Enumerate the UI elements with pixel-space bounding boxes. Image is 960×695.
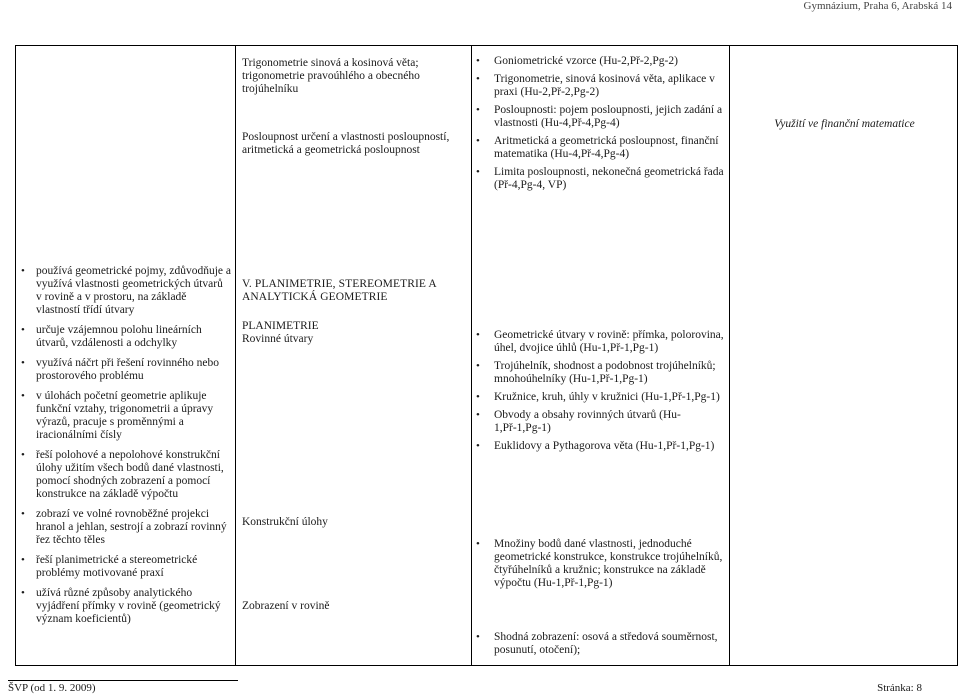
content-item: • Trigonometrie, sinová kosinová věta, aplikace v praxi (Hu-2,Př-2,Pg-2): [476, 73, 725, 99]
content-column: [472, 46, 730, 666]
page-header: Gymnázium, Praha 6, Arabská 14: [803, 0, 952, 12]
outcomes-list: [21, 265, 231, 626]
content-item: • Goniometrické vzorce (Hu-2,Př-2,Pg-2): [476, 55, 725, 68]
content-item: • Množiny bodů dané vlastnosti, jednoduché geometrické konstrukce, konstrukce trojúhelníků, čtyřúhelníků a kružnic; konstrukce na základě výpočtu (Hu-1,Př-1,Pg-1): [476, 538, 725, 590]
content-item: • Limita posloupnosti, nekonečná geometrická řada (Př-4,Pg-4, VP): [476, 166, 725, 192]
content-list-top: [476, 55, 725, 192]
footer-svp: ŠVP (od 1. 9. 2009): [8, 682, 96, 694]
crosscutting-note: Využití ve finanční matematice: [774, 118, 915, 130]
content-item: • Kružnice, kruh, úhly v kružnici (Hu-1,Př-1,Pg-1): [476, 391, 725, 404]
outcome-item: • užívá různé způsoby analytického vyjádření přímky v rovině (geometrický význam koeficientů): [21, 587, 231, 626]
outcome-item: • používá geometrické pojmy, zdůvodňuje a využívá vlastnosti geometrických útvarů v rovině a v prostoru, na základě vlastností třídí útvary: [21, 265, 231, 317]
content-item: • Trojúhelník, shodnost a podobnost trojúhelníků; mnohoúhelníky (Hu-1,Př-1,Pg-1): [476, 360, 725, 386]
topic-rovinne-utvary: Rovinné útvary: [242, 333, 314, 345]
content-item: • Euklidovy a Pythagorova věta (Hu-1,Př-1,Pg-1): [476, 440, 725, 453]
topic-trigonometrie: Trigonometrie sinová a kosinová věta; trigonometrie pravoúhlého a obecného trojúhelníku: [242, 57, 420, 95]
content-item: • Aritmetická a geometrická posloupnost, finanční matematika (Hu-4,Př-4,Pg-4): [476, 135, 725, 161]
topic-posloupnost: Posloupnost určení a vlastnosti posloupností, aritmetická a geometrická posloupnost: [242, 131, 450, 156]
content-list-zobrazeni: [476, 631, 725, 657]
outcome-item: • v úlohách početní geometrie aplikuje funkční vztahy, trigonometrii a úpravy výrazů, pracuje s proměnnými a iracionálními čísly: [21, 390, 231, 442]
content-list-konstrukce: [476, 538, 725, 590]
outcome-item: • řeší polohové a nepolohové konstrukční úlohy užitím všech bodů dané vlastnosti, pomocí shodných zobrazení a pomocí konstrukce na základě výpočtu: [21, 449, 231, 501]
crosscutting-column: [730, 46, 958, 666]
curriculum-table: [15, 45, 958, 666]
outcome-item: • řeší planimetrické a stereometrické problémy motivované praxí: [21, 554, 231, 580]
outcome-item: • využívá náčrt při řešení rovinného nebo prostorového problému: [21, 357, 231, 383]
footer-rule: [8, 680, 238, 681]
content-list-planimetrie: [476, 329, 725, 453]
content-item: • Posloupnosti: pojem posloupnosti, jejich zadání a vlastnosti (Hu-4,Př-4,Pg-4): [476, 104, 725, 130]
topic-konstrukcni-ulohy: Konstrukční úlohy: [242, 516, 328, 528]
content-item: • Geometrické útvary v rovině: přímka, polorovina, úhel, dvojice úhlů (Hu-1,Př-1,Pg-1): [476, 329, 725, 355]
topic-planimetrie: PLANIMETRIE: [242, 320, 319, 332]
topics-column: [236, 46, 472, 666]
outcome-item: • zobrazí ve volné rovnoběžné projekci hranol a jehlan, sestrojí a zobrazí rovinný řez těchto těles: [21, 508, 231, 547]
outcome-item: • určuje vzájemnou polohu lineárních útvarů, vzdálenosti a odchylky: [21, 324, 231, 350]
content-item: • Shodná zobrazení: osová a středová souměrnost, posunutí, otočení);: [476, 631, 725, 657]
footer-page-number: Stránka: 8: [877, 682, 922, 694]
content-item: • Obvody a obsahy rovinných útvarů (Hu-1,Př-1,Pg-1): [476, 409, 725, 435]
topic-zobrazeni: Zobrazení v rovině: [242, 600, 330, 612]
section-heading: V. PLANIMETRIE, STEREOMETRIE A ANALYTICKÁ GEOMETRIE: [242, 278, 437, 303]
outcomes-column: [16, 46, 236, 666]
